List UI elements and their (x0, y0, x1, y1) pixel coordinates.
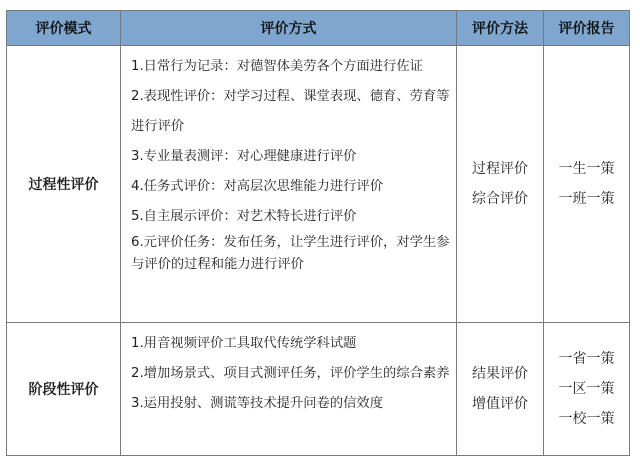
way-item: 2.表现性评价：对学习过程、课堂表现、德育、劳育等进行评价 (131, 89, 450, 134)
method-item: 增值评价 (472, 396, 528, 412)
way-item: 4.任务式评价：对高层次思维能力进行评价 (131, 179, 384, 194)
mode-cell: 过程性评价 (7, 46, 121, 323)
way-item: 1.用音视频评价工具取代传统学科试题 (131, 336, 357, 351)
header-reports: 评价报告 (544, 11, 630, 46)
header-mode: 评价模式 (7, 11, 121, 46)
way-item: 2.增加场景式、项目式测评任务，评价学生的综合素养 (131, 366, 450, 381)
header-methods: 评价方法 (457, 11, 544, 46)
report-item: 一校一策 (558, 411, 615, 427)
reports-cell (544, 323, 630, 456)
table-row (7, 46, 630, 323)
way-item: 5.自主展示评价：对艺术特长进行评价 (131, 209, 357, 224)
way-item: 6.元评价任务：发布任务，让学生进行评价，对学生参与评价的过程和能力进行评价 (131, 235, 450, 272)
header-row (7, 11, 630, 46)
report-item: 一生一策 (558, 161, 615, 177)
header-ways: 评价方式 (121, 11, 457, 46)
mode-cell: 阶段性评价 (7, 323, 121, 456)
methods-cell (457, 323, 544, 456)
way-item: 3.运用投射、测谎等技术提升问卷的信效度 (131, 396, 384, 411)
ways-cell (121, 323, 457, 456)
way-item: 3.专业量表测评：对心理健康进行评价 (131, 149, 357, 164)
evaluation-table (6, 10, 630, 456)
report-item: 一省一策 (558, 351, 615, 367)
report-item: 一班一策 (558, 191, 615, 207)
method-item: 结果评价 (472, 366, 528, 382)
table-row (7, 323, 630, 456)
report-item: 一区一策 (558, 381, 615, 397)
method-item: 过程评价 (472, 161, 528, 177)
ways-cell (121, 46, 457, 323)
way-item: 1.日常行为记录：对德智体美劳各个方面进行佐证 (131, 59, 423, 74)
methods-cell (457, 46, 544, 323)
reports-cell (544, 46, 630, 323)
method-item: 综合评价 (472, 191, 528, 207)
